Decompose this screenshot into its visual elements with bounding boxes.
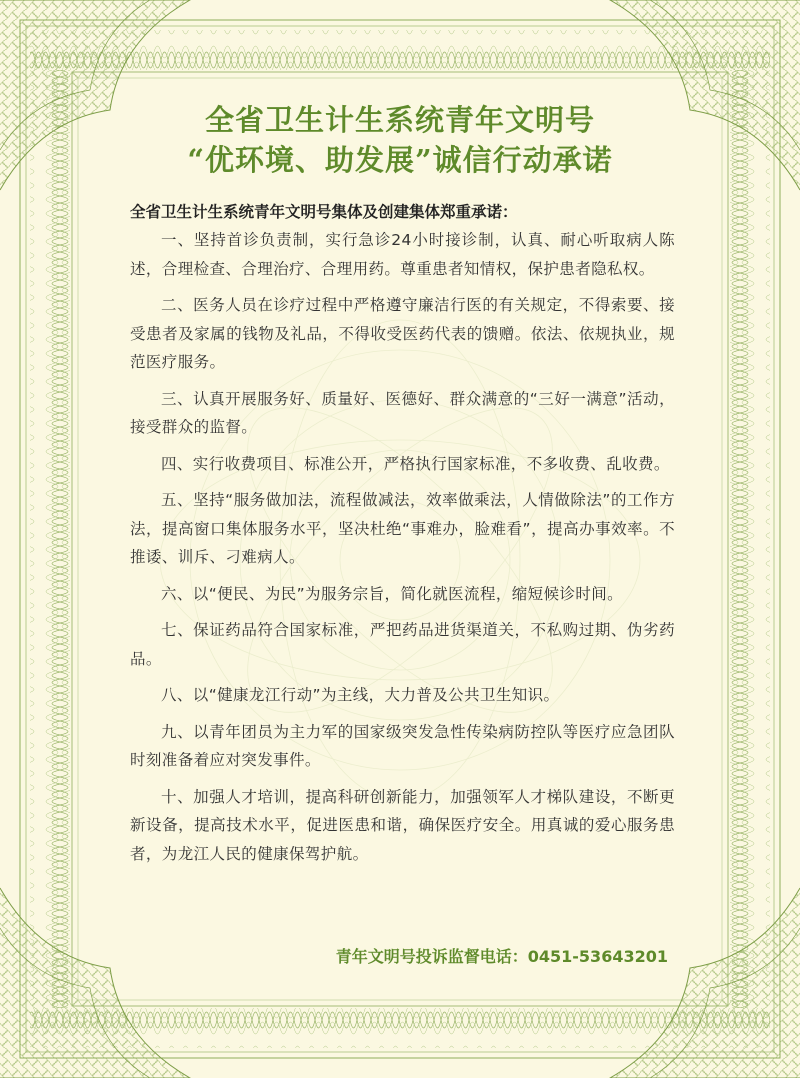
clause-5: 五、坚持“服务做加法，流程做减法，效率做乘法，人情做除法”的工作方法，提高窗口集体服务水平，坚决杜绝“事难办，脸难看”，提高办事效率。不推诿、训斥、刁难病人。: [130, 491, 675, 566]
clause-3: 三、认真开展服务好、质量好、医德好、群众满意的“三好一满意”活动，接受群众的监督。: [130, 389, 675, 436]
clause-9: 九、以青年团员为主力军的国家级突发急性传染病防控队等医疗应急团队时刻准备着应对突发事件。: [130, 722, 675, 769]
complaint-hotline: 青年文明号投诉监督电话：0451-53643201: [335, 947, 668, 966]
clause-1: 一、坚持首诊负责制，实行急诊24小时接诊制，认真、耐心听取病人陈述，合理检查、合理治疗、合理用药。尊重患者知情权，保护患者隐私权。: [130, 231, 675, 278]
clause-2: 二、医务人员在诊疗过程中严格遵守廉洁行医的有关规定，不得索要、接受患者及家属的钱物及礼品，不得收受医药代表的馈赠。依法、依规执业，规范医疗服务。: [130, 296, 675, 371]
intro-statement: 全省卫生计生系统青年文明号集体及创建集体郑重承诺：: [130, 203, 518, 221]
title-block: [0, 100, 800, 180]
clause-6: 六、以“便民、为民”为服务宗旨，简化就医流程，缩短候诊时间。: [161, 584, 624, 603]
clause-8: 八、以“健康龙江行动”为主线，大力普及公共卫生知识。: [161, 686, 560, 704]
title-line-1: 全省卫生计生系统青年文明号: [204, 103, 595, 137]
clause-7: 七、保证药品符合国家标准，严把药品进货渠道关，不私购过期、伪劣药品。: [130, 621, 675, 668]
title-line-2: “优环境、助发展”诚信行动承诺: [187, 143, 613, 177]
clause-10: 十、加强人才培训，提高科研创新能力，加强领军人才梯队建设，不断更新设备，提高技术水平，促进医患和谐，确保医疗安全。用真诚的爱心服务患者，为龙江人民的健康保驾护航。: [130, 787, 675, 863]
clause-4: 四、实行收费项目、标准公开，严格执行国家标准，不多收费、乱收费。: [161, 454, 670, 473]
commitment-body: [130, 198, 675, 876]
